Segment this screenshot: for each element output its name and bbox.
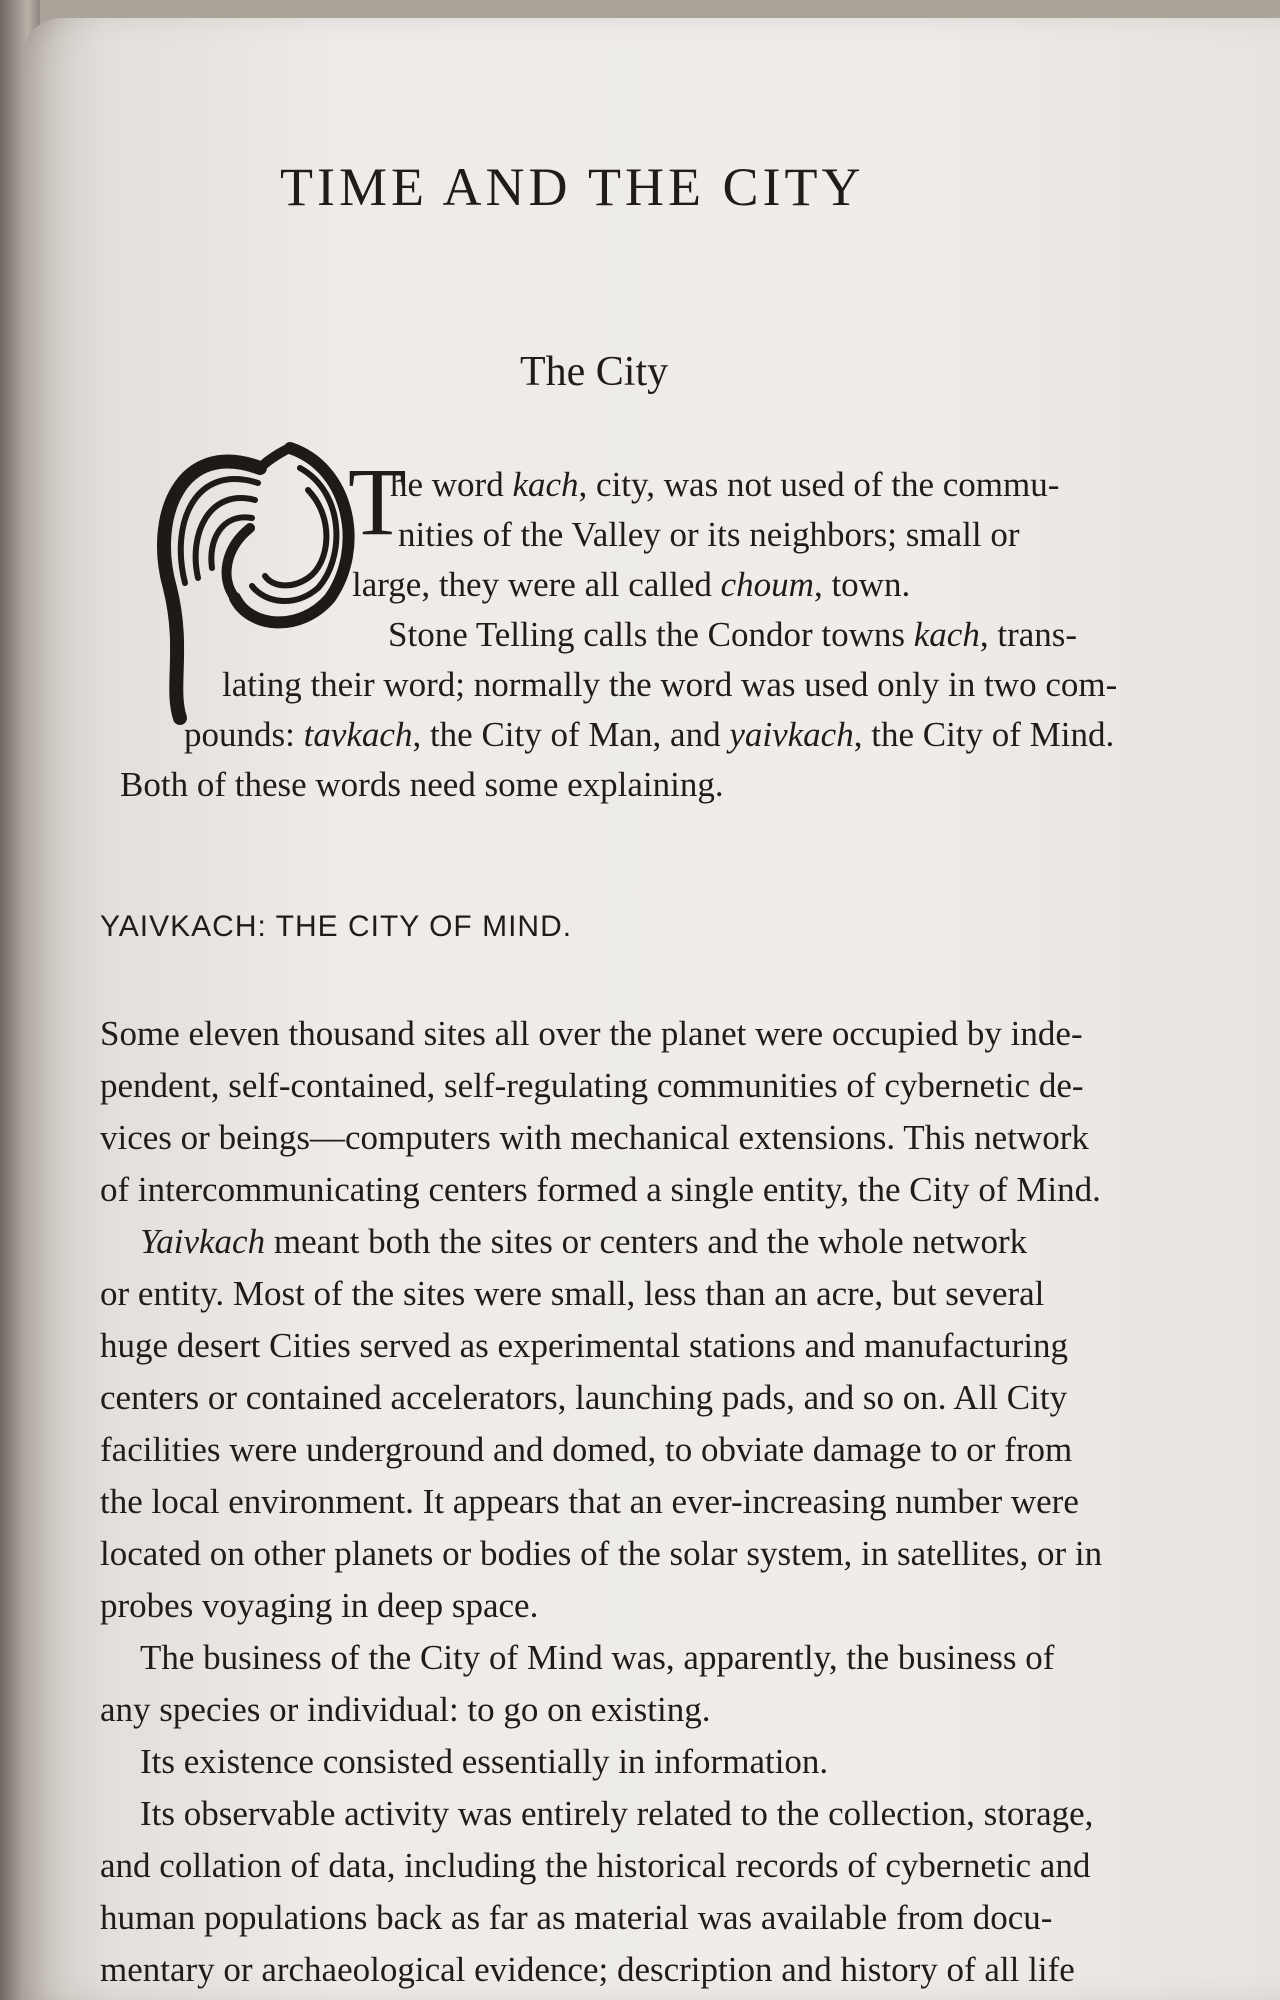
main-text	[100, 1008, 1230, 1996]
text-line: any species or individual: to go on existing.	[100, 1690, 711, 1729]
text-line: of intercommunicating centers formed a single entity, the City of Mind.	[100, 1170, 1101, 1209]
intro-line	[80, 710, 1200, 760]
text-line: Its existence consisted essentially in information.	[140, 1742, 829, 1781]
section-title: The City	[520, 349, 669, 395]
text-span: , the City of Man, and	[412, 715, 730, 754]
text-span: lating their word; normally the word was used only in two com-	[222, 665, 1118, 704]
italic-word: yaivkach	[729, 715, 854, 754]
italic-word: tavkach	[303, 715, 413, 754]
page-content	[80, 18, 1230, 2000]
text-line: located on other planets or bodies of the solar system, in satellites, or in	[100, 1534, 1103, 1573]
text-span: , trans-	[979, 615, 1078, 654]
text-span: meant both the sites or centers and the whole network	[265, 1222, 1028, 1261]
text-line: and collation of data, including the historical records of cybernetic and	[100, 1846, 1091, 1885]
text-span: Both of these words need some explaining.	[120, 765, 724, 804]
italic-word: kach	[913, 615, 980, 654]
text-line: huge desert Cities served as experimental stations and manufacturing	[100, 1326, 1069, 1365]
text-line: The business of the City of Mind was, apparently, the business of	[140, 1638, 1055, 1677]
text-line: or entity. Most of the sites were small, less than an acre, but several	[100, 1274, 1045, 1313]
text-line: mentary or archaeological evidence; description and history of all life	[100, 1950, 1075, 1989]
intro-line	[80, 610, 1200, 660]
text-span: , the City of Mind.	[853, 715, 1115, 754]
intro-line	[80, 660, 1200, 710]
text-line: the local environment. It appears that an ever-increasing number were	[100, 1482, 1079, 1521]
italic-word: Yaivkach	[140, 1222, 266, 1261]
intro-line	[80, 510, 1200, 560]
text-line	[100, 1216, 1230, 1268]
text-line: pendent, self-contained, self-regulating communities of cybernetic de-	[100, 1066, 1084, 1105]
text-span: , town.	[813, 565, 911, 604]
text-line: probes voyaging in deep space.	[100, 1586, 539, 1625]
text-span: , city, was not used of the commu-	[578, 465, 1060, 504]
text-span: Stone Telling calls the Condor towns	[388, 615, 914, 654]
text-line: facilities were underground and domed, to obviate damage to or from	[100, 1430, 1073, 1469]
drop-cap: T	[348, 448, 407, 555]
book-page	[22, 18, 1280, 2000]
italic-word: choum	[720, 565, 814, 604]
text-span: he word	[390, 465, 513, 504]
chapter-title: TIME AND THE CITY	[280, 157, 865, 217]
text-span: pounds:	[184, 715, 304, 754]
text-line: vices or beings—computers with mechanical extensions. This network	[100, 1118, 1089, 1157]
intro-paragraph	[80, 448, 1200, 810]
subsection-heading: YAIVKACH: THE CITY OF MIND.	[100, 910, 573, 943]
intro-line	[80, 760, 1200, 810]
intro-line	[80, 460, 1200, 510]
text-line: centers or contained accelerators, launching pads, and so on. All City	[100, 1378, 1068, 1417]
intro-line	[80, 560, 1200, 610]
text-span: nities of the Valley or its neighbors; small or	[398, 515, 1020, 554]
text-line: human populations back as far as material was available from docu-	[100, 1898, 1053, 1937]
italic-word: kach	[512, 465, 579, 504]
text-span: large, they were all called	[352, 565, 721, 604]
text-line: Its observable activity was entirely related to the collection, storage,	[140, 1794, 1094, 1833]
text-line: Some eleven thousand sites all over the planet were occupied by inde-	[100, 1014, 1083, 1053]
